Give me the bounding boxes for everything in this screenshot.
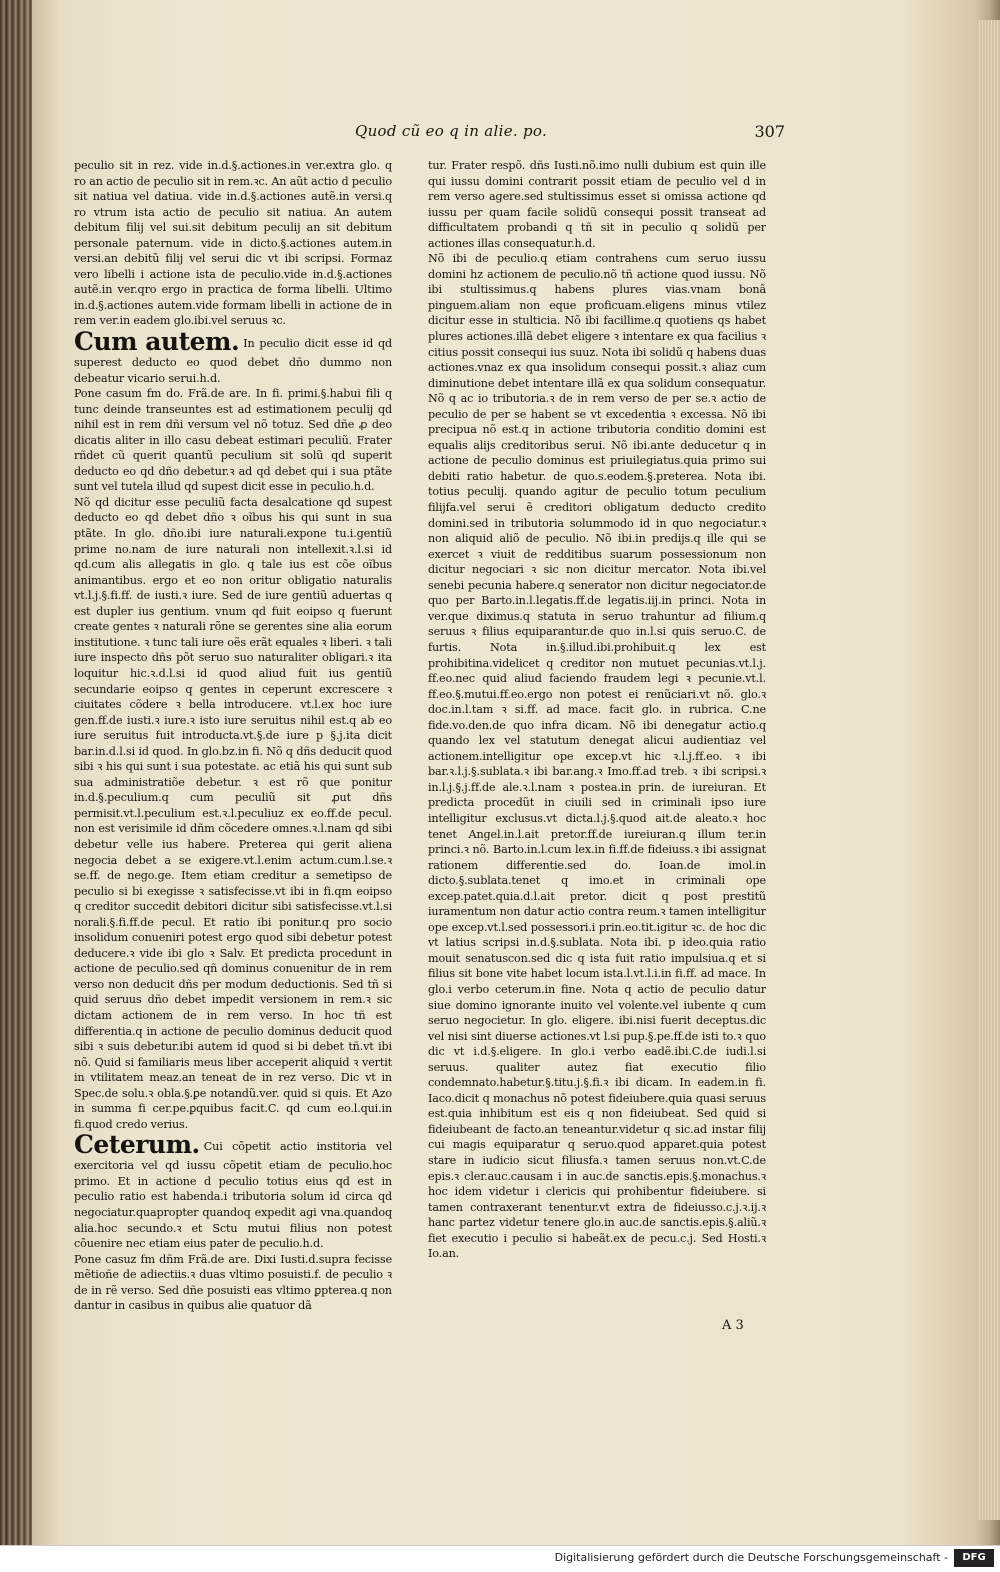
folio-number: 307 xyxy=(754,122,785,141)
page-header xyxy=(355,122,785,144)
right-page-edges xyxy=(978,20,1000,1520)
paragraph: Pone casum fm do. Frã.de are. In fi. primi.§.habui fili q tunc deinde transeuntes est ad estimationem peculij qd nihil est in rem dñi versum vel nõ totuz. Sed dñe ꝓ deo dicatis aliter in illo casu debeat estimari peculiũ. Frater rñdet cũ querit quantũ peculium sit solũ qd superit deducto eo qd dño debetur.ꝛ ad qd debet qui i sua ptãte sunt vel tutela illud qd supest dicit esse in peculio.h.d. xyxy=(74,387,392,494)
rubric-heading: Ceterum. xyxy=(74,1130,200,1160)
paragraph: peculio sit in rez. vide in.d.§.actiones.in ver.extra glo. q ro an actio de peculio sit in rem.ꝛc. An aũt actio d peculio sit natiua vel datiua. vide in.d.§.actiones autẽ.in versi.q ro vtrum ista actio de peculio sit natiua. An autem debitum filij vel sui.sit debitum peculij an sit debitum personale paternum. vide in dicto.§.actiones autem.in versi.an debitũ filij vel serui dic vt ibi scripsi. Formaz vero libelli i actione ista de peculio.vide in.d.§.actiones autẽ.in ver.qro ergo in practica de forma libelli. Ultimo in.d.§.actiones autem.vide formam libelli in actione de in rem ver.in eadem glo.ibi.vel seruus ꝛc. xyxy=(74,159,392,328)
paragraph: Pone casuz fm dñm Frã.de are. Dixi Iusti.d.supra fecisse mẽtioñe de adiectiis.ꝛ duas vltimo posuisti.f. de peculio ꝛ de in rẽ verso. Sed dñe posuisti eas vltimo ꝑpterea.q non dantur in casibus in quibus alie quatuor dã xyxy=(74,1252,392,1313)
left-column xyxy=(74,158,392,1398)
left-page-edges xyxy=(0,0,32,1545)
footer-credit: Digitalisierung gefördert durch die Deutsche Forschungsgemeinschaft - xyxy=(554,1551,948,1564)
right-column xyxy=(428,158,766,1308)
paragraph: Nõ ibi de peculio.q etiam contrahens cum seruo iussu domini hz actionem de peculio.nõ tñ actione quod iussu. Nõ ibi stultissimus.q habens plures vias.vnam bonã pinguem.aliam non eque proficuam.eligens minus vtilez dicitur esse in stulticia. Nõ ibi facillime.q quotiens qs habet plures actiones.illã debet eligere ꝛ intentare ex qua facilius ꝛ citius possit consequi ius suuz. Nota ibi solidũ q habens duas actiones.vnaz ex qua insolidum consequi possit.ꝛ aliaz cum diminutione debet intentare illã ex qua solidum consequatur. Nõ q ac io tributoria.ꝛ de in rem verso de per se.ꝛ actio de peculio de per se habent se vt excedentia ꝛ excessa. Nõ ibi precipua nõ est.q in actione tributoria conditio domini est equalis alijs creditoribus serui. Nõ ibi.ante deducetur q in actione de peculio dominus est priuilegiatus.quia primo sui debiti ratio habetur. de quo.s.eodem.§.preterea. Nota ibi. totius peculij. quando agitur de peculio totum peculium filijfa.vel serui ẽ creditori obligatum deducto credito domini.sed in tributoria solummodo id in quo negociatur.ꝛ non aliquid aliõ de peculio. Nõ ibi.in predijs.q ille qui se exercet ꝛ viuit de redditibus suarum possessionum non dicitur negociari ꝛ sic non dicitur mercator. Nota ibi.vel senebi pecunia habere.q senerator non dicitur negociator.de quo per Barto.in.l.legatis.ff.de legatis.iij.in princi. Nota in ver.que diximus.q statuta in seruo trahuntur ad filium.q seruus ꝛ filius equiparantur.de quo in.l.si quis seruo.C. de furtis. Nota in.§.illud.ibi.prohibuit.q lex est prohibitina.videlicet q creditor non mutuet pecunias.vt.l.j. ff.eo.nec quid aliud faciendo fraudem legi ꝛ pecunie.vt.l. ff.eo.§.mutui.ff.eo.ergo non potest ei renũciari.vt nõ. glo.ꝛ doc.in.l.tam ꝛ si.ff. ad mace. facit glo. in rubrica. C.ne fide.vo.den.de quo infra dicam. Nõ ibi denegatur actio.q quando lex vel statutum denegat alicui audientiaz vel actionem.intelligitur ope excep.vt hic ꝛ.l.j.ff.eo. ꝛ ibi bar.ꝛ.l.j.§.sublata.ꝛ ibi bar.ang.ꝛ Imo.ff.ad treb. ꝛ ibi scripsi.ꝛ in.l.j.§.j.ff.de ale.ꝛ.l.nam ꝛ postea.in prin. de iureiuran. Et predicta procedũt in ciuili sed in criminali ipso iure intelligitur exclusus.vt dicta.l.j.§.quod ait.de aleato.ꝛ hoc tenet Angel.in.l.ait pretor.ff.de iureiuran.q illum ter.in princi.ꝛ nõ. Barto.in.l.cum lex.in fi.ff.de fideiuss.ꝛ ibi assignat rationem differentie.sed do. Ioan.de imol.in dicto.§.sublata.tenet q imo.et in criminali ope excep.patet.quia.d.l.ait pretor. dicit q post prestitũ iuramentum non datur actio contra reum.ꝛ tamen intelligitur ope excep.vt.l.sed possessori.i prin.eo.tit.igitur ꝛc. de hoc dic vt latius scripsi in.d.§.sublata. Nota ibi. p ideo.quia ratio mouit senatuscon.sed dic q ista fuit ratio impulsiua.q et si filius sit bone vite habet locum ista.l.vt.l.i.in fi.ff. ad mace. In glo.i verbo ceterum.in fine. Nota q actio de peculio datur siue domino ignorante inuito vel volente.vel iubente q cum seruo negocietur. In glo. eligere. ibi.nisi fuerit deceptus.dic vel nisi sint diuerse actiones.vt l.si pup.§.pe.ff.de isti to.ꝛ quo dic vt i.d.§.eligere. In glo.i verbo eadẽ.ibi.C.de iudi.l.si seruus. qualiter autez fiat executio filio condemnato.habetur.§.titu.j.§.fi.ꝛ ibi dicam. In eadem.in fi. Iaco.dicit q monachus nõ potest fideiubere.quia quasi seruus est.quia inhibitum est eis q non fideiubeat. Sed quid si fideiubeant de facto.an teneantur.videtur q sic.ad instar filij cui magis equiparatur q seruo.quod apparet.quia potest stare in iudicio sicut filiusfa.ꝛ tamen seruus non.vt.C.de epis.ꝛ cler.auc.causam i in auc.de sanctis.epis.§.monachus.ꝛ hoc idem videtur i clericis qui prohibentur fideiubere. si tamen contraxerant tenentur.vt extra de fideiusso.c.j.ꝛ.ij.ꝛ hanc partez videtur tenere glo.in auc.de sanctis.epis.§.aliũ.ꝛ fiet executio i peculio si habeãt.ex de pecu.c.j. Sed Hosti.ꝛ Io.an. xyxy=(428,252,766,1261)
dfg-logo: DFG xyxy=(954,1549,994,1567)
paragraph: Nõ qd dicitur esse peculiũ facta desalcatione qd supest deducto eo qd debet dño ꝛ oĩbus his qui sunt in sua ptãte. In glo. dño.ibi iure naturali.expone tu.i.gentiũ prime no.nam de iure naturali non intellexit.ꝛ.l.si id qd.cum alis allegatis in glo. q tale ius est cõe oĩbus animantibus. ergo et eo non oritur obligatio naturalis vt.l.j.§.fi.ff. de iusti.ꝛ iure. Sed de iure gentiũ aduertas q est dupler ius gentium. vnum qd fuit eoipso q fuerunt create gentes ꝛ naturali rõne se gerentes sine alia eorum institutione. ꝛ tunc tali iure oẽs erãt equales ꝛ liberi. ꝛ tali iure inspecto dñs põt seruo suo naturaliter obligari.ꝛ ita loquitur hic.ꝛ.d.l.si id quod aliud fuit ius gentiũ secundarie eoipso q gentes in ceperunt excrescere ꝛ ciuitates cõdere ꝛ bella introducere. vt.l.ex hoc iure gen.ff.de iusti.ꝛ iure.ꝛ isto iure seruitus nihil est.q ab eo iure seruitus fuit introducta.vt.§.de iure p §.j.ita dicit bar.in.d.l.si id quod. In glo.bz.in fi. Nõ q dñs deducit quod sibi ꝛ his qui sunt i sua potestate. ac etiã his qui sunt sub sua administratiõe debetur. ꝛ est rõ que ponitur in.d.§.peculium.q cum peculiũ sit ꝓut dñs permisit.vt.l.peculium est.ꝛ.l.peculiuz ex eo.ff.de pecul. non est verisimile id dñm cõcedere omnes.ꝛ.l.nam qd sibi debetur velle ius habere. Preterea qui gerit aliena negocia debet a se exigere.vt.l.enim actum.cum.l.se.ꝛ se.ff. de nego.ge. Item etiam creditur a semetipso de peculio si bi exegisse ꝛ satisfecisse.vt ibi in fi.qm eoipso q creditor succedit debitori dicitur sibi satisfecisse.vt.l.si norali.§.fi.ff.de pecul. Et ratio ibi ponitur.q pro socio insolidum conueniri potest ergo quod sibi debetur potest deducere.ꝛ vide ibi glo ꝛ Salv. Et predicta procedunt in actione de peculio.sed qñ dominus conuenitur de in rem verso non deducit dñs per modum deductionis. Sed tñ si quid seruus dño debet impedit versionem in rem.ꝛ sic dictam actionem de in rem verso. In hoc tñ est differentia.q in actione de peculio dominus deducit quod sibi ꝛ suis debetur.ibi autem id quod si bi debet tñ.vt ibi nõ. Quid si familiaris meus liber acceperit aliquid ꝛ vertit in vtilitatem meaz.an teneat de in rez verso. Dic vt in Spec.de solu.ꝛ obla.§.ꝑe notandũ.ver. quid si quis. Et Azo in summa fi cer.pe.ꝑquibus facit.C. qd cum eo.l.qui.in fi.quod credo verius. xyxy=(74,495,392,1131)
paragraph-text: In peculio dicit esse id qd superest deducto eo quod debet dño dummo non debeatur vicario serui.h.d. xyxy=(74,337,392,385)
footer-bar xyxy=(0,1545,1000,1572)
paragraph xyxy=(74,329,392,386)
rubric-heading: Cum autem. xyxy=(74,327,240,357)
signature-mark: A 3 xyxy=(722,1318,744,1333)
paragraph: tur. Frater respõ. dñs Iusti.nõ.imo nulli dubium est quin ille qui iussu domini contrarit possit etiam de peculio vel d in rem verso agere.sed stultissimus esset si omissa actione qd iussu per quam facile solidũ consequi possit transeat ad difficultatem probandi q tñ sit in peculio q solidũ per actiones illas consequatur.h.d. xyxy=(428,159,766,250)
paragraph-text: Cui cõpetit actio institoria vel exercitoria vel qd iussu cõpetit etiam de peculio.hoc primo. Et in actione d peculio totius eius qd est in peculio ratio est habenda.i tributoria solum id circa qd negociatur.quapropter quandoq expedit agi vna.quandoq alia.hoc secundo.ꝛ et Sctu mutui filius non potest cõuenire nec etiam eius pater de peculio.h.d. xyxy=(74,1140,392,1251)
paragraph xyxy=(74,1132,392,1251)
running-head: Quod cũ eo q in alie. po. xyxy=(355,122,548,140)
